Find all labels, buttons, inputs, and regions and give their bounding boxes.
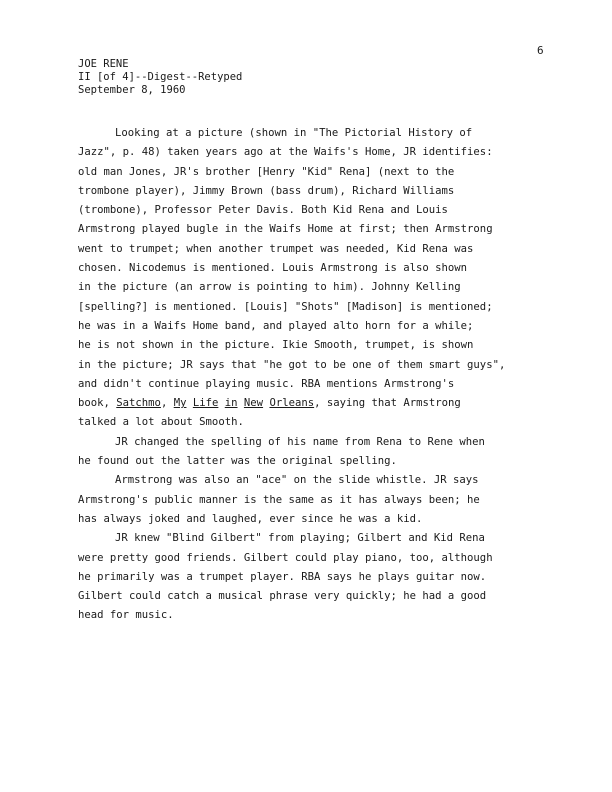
text-line: Looking at a picture (shown in "The Pictorial History of [115,127,473,139]
text-line: JR changed the spelling of his name from Rena to Rene when [115,435,485,448]
text-line: Gilbert could catch a musical phrase very quickly; he had a good [78,590,487,603]
header-name: JOE RENE [78,58,129,70]
text-line: went to trumpet; when another trumpet was needed, Kid Rena was [78,242,474,255]
text-line: has always joked and laughed, ever since he was a kid. [78,512,423,525]
text-line: he was in a Waifs Home band, and played alto horn for a while; [78,319,474,332]
text-line: talked a lot about Smooth. [78,416,244,429]
document-body [78,124,548,626]
book-title-line [78,394,548,413]
book-title-word: Orleans [269,397,315,410]
text-line: he found out the latter was the original spelling. [78,455,397,468]
text-line: Armstrong played bugle in the Waifs Home at first; then Armstrong [78,223,493,236]
document-header [78,58,242,97]
book-title-word: My [173,397,187,410]
text-line: Jazz", p. 48) taken years ago at the Waifs's Home, JR identifies: [78,146,493,159]
text-line: Armstrong was also an "ace" on the slide whistle. JR says [115,474,479,487]
text-line: (trombone), Professor Peter Davis. Both Kid Rena and Louis [78,204,448,217]
page-number: 6 [537,44,544,57]
text-line: head for music. [78,609,174,622]
text-line: he is not shown in the picture. Ikie Smooth, trumpet, is shown [78,339,474,352]
book-title-word: New [243,397,264,410]
text-line: in the picture; JR says that "he got to be one of them smart guys", [78,358,506,371]
book-title-word: Satchmo [116,397,161,410]
book-title-separator: , [160,397,174,410]
book-title-word: Life [192,397,219,410]
text-line: chosen. Nicodemus is mentioned. Louis Armstrong is also shown [78,262,468,275]
header-date: September 8, 1960 [78,84,186,96]
book-title-word: in [224,397,238,410]
book-line-before: book, [78,397,117,410]
text-line: old man Jones, JR's brother [Henry "Kid" Rena] (next to the [78,165,455,178]
header-part: II [of 4]--Digest--Retyped [78,71,243,83]
text-line: in the picture (an arrow is pointing to him). Johnny Kelling [78,281,461,294]
text-line: [spelling?] is mentioned. [Louis] "Shots" [Madison] is mentioned; [78,300,493,313]
text-line: Armstrong's public manner is the same as it has always been; he [78,493,480,506]
text-line: trombone player), Jimmy Brown (bass drum), Richard Williams [78,184,455,197]
text-line: and didn't continue playing music. RBA mentions Armstrong's [78,377,455,390]
text-line: JR knew "Blind Gilbert" from playing; Gilbert and Kid Rena [115,532,485,545]
text-line: he primarily was a trumpet player. RBA says he plays guitar now. [78,570,487,583]
text-line: were pretty good friends. Gilbert could play piano, too, although [78,551,493,564]
book-line-after: , saying that Armstrong [314,397,461,410]
